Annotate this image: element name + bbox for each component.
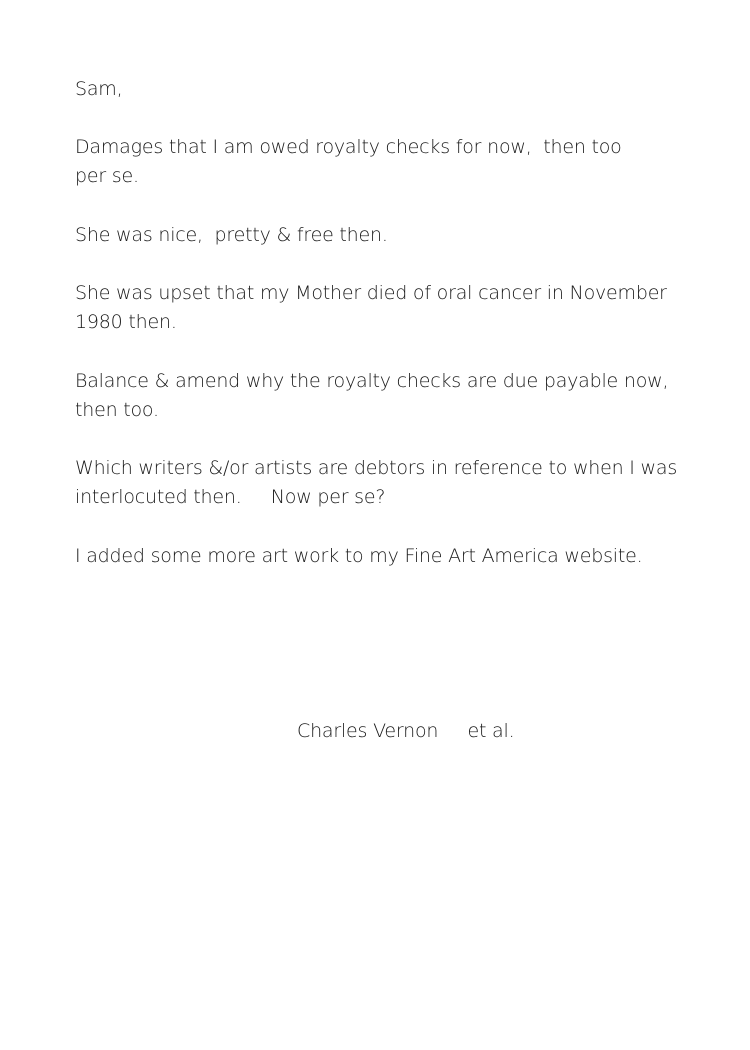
paragraph-4-line-2: then too. — [75, 399, 159, 421]
paragraph-5-line-1: Which writers &/or artists are debtors in reference to when I was — [75, 457, 678, 479]
greeting: Sam, — [75, 78, 123, 100]
paragraph-5-line-2: interlocuted then. Now per se? — [75, 486, 386, 508]
paragraph-2-line-1: She was nice, pretty & free then. — [75, 224, 388, 246]
paragraph-3-line-1: She was upset that my Mother died of oral cancer in November — [75, 282, 667, 304]
paragraph-6-line-1: I added some more art work to my Fine Art America website. — [75, 545, 643, 567]
signature: Charles Vernon et al. — [297, 720, 515, 742]
paragraph-1-line-2: per se. — [75, 165, 139, 187]
paragraph-1-line-1: Damages that I am owed royalty checks for now, then too — [75, 136, 622, 158]
paragraph-3-line-2: 1980 then. — [75, 311, 177, 333]
paragraph-4-line-1: Balance & amend why the royalty checks are due payable now, — [75, 370, 669, 392]
